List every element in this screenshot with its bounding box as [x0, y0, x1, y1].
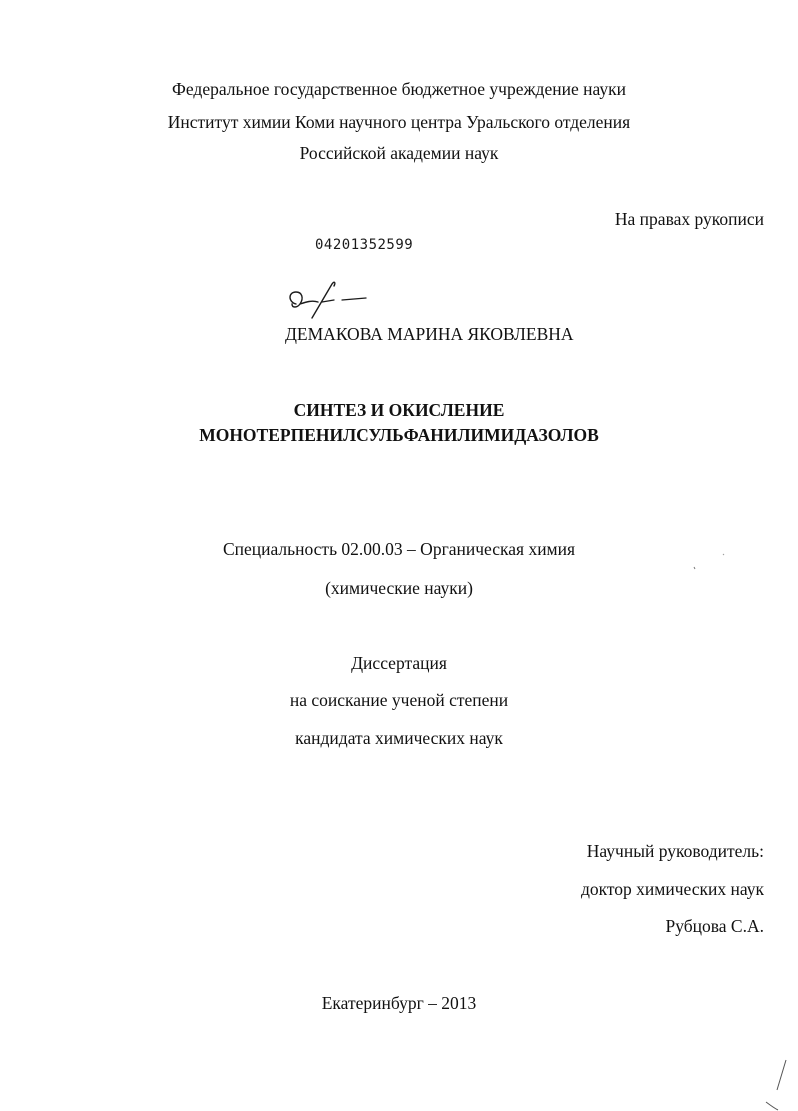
- degree-purpose: на соискание ученой степени: [289, 690, 509, 710]
- author-name: ДЕМАКОВА МАРИНА ЯКОВЛЕВНА: [285, 324, 574, 344]
- institution-line-3: Российской академии наук: [299, 143, 499, 163]
- supervisor-degree: доктор химических наук: [580, 879, 764, 899]
- science-field: (химические науки): [325, 578, 473, 598]
- registration-number: 04201352599: [315, 237, 414, 253]
- dissertation-title-line-1: СИНТЕЗ И ОКИСЛЕНИЕ: [293, 400, 505, 420]
- degree-name: кандидата химических наук: [295, 728, 503, 748]
- institution-line-2: Институт химии Коми научного центра Уральского отделения: [167, 112, 631, 132]
- dissertation-title-line-2: МОНОТЕРПЕНИЛСУЛЬФАНИЛИМИДАЗОЛОВ: [199, 425, 599, 445]
- supervisor-name: Рубцова С.А.: [665, 916, 764, 936]
- place-year: Екатеринбург – 2013: [321, 993, 477, 1013]
- institution-line-1: Федеральное государственное бюджетное учреждение науки: [172, 79, 626, 99]
- supervisor-label: Научный руководитель:: [586, 841, 764, 861]
- manuscript-rights: На правах рукописи: [614, 209, 764, 229]
- specialty-line: Специальность 02.00.03 – Органическая химия: [222, 539, 576, 559]
- work-type: Диссертация: [351, 653, 447, 673]
